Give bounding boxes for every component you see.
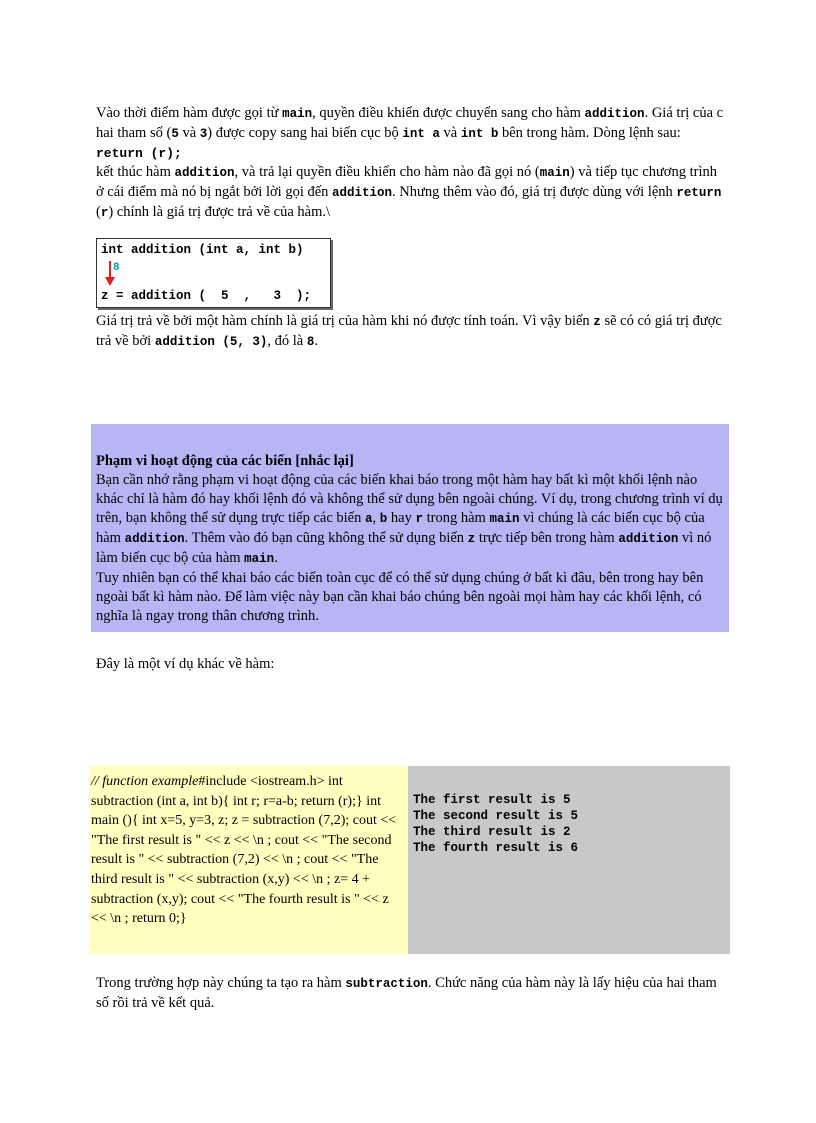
code-addition: addition <box>332 186 393 200</box>
text: Trong trường hợp này chúng ta tạo ra hàm <box>96 975 346 991</box>
code-main: main <box>489 512 520 526</box>
text: , và trả lại quyền điều khiển cho hàm nào đã gọi nó ( <box>234 164 540 180</box>
figure-function-call: z = addition ( 5 , 3 ); <box>101 289 312 303</box>
text: . Thêm vào đó bạn cũng không thể sử dụng biến <box>184 530 468 546</box>
code-subtraction: subtraction <box>345 977 428 991</box>
text: , đó là <box>267 333 307 349</box>
text: và <box>178 125 200 141</box>
note-paragraph-1 <box>96 471 724 569</box>
code-int-a: int a <box>402 127 440 141</box>
example-code-box <box>89 766 408 954</box>
paragraph-function-call <box>96 104 728 223</box>
text: . <box>314 333 318 349</box>
return-value-figure <box>96 238 331 308</box>
text: trong hàm <box>422 510 490 526</box>
code-r: r <box>100 206 109 220</box>
figure-function-signature: int addition (int a, int b) <box>101 243 304 257</box>
code-addition: addition <box>124 532 185 546</box>
text: ) chính là giá trị được trả về của hàm.\ <box>108 204 331 220</box>
paragraph-subtraction <box>96 974 728 1013</box>
code-addition: addition <box>584 107 645 121</box>
text: trực tiếp bên trong hàm <box>475 530 619 546</box>
code-z: z <box>467 532 476 546</box>
text: vì nó làm biến cục bộ của hàm <box>96 530 712 566</box>
text: . Nhưng thêm vào đó, giá trị được dùng với lệnh <box>392 184 677 200</box>
text: Vào thời điểm hàm được gọi từ <box>96 105 283 121</box>
text: ) và tiếp tục chương trình ở cái điểm mà nó bị ngắt bởi lời gọi đến <box>96 164 717 200</box>
return-statement: return (r); <box>96 146 182 161</box>
code-r: r <box>415 512 423 526</box>
code-int-b: int b <box>460 127 499 141</box>
output-line: The fourth result is 6 <box>413 841 579 855</box>
scope-note-box <box>91 424 729 632</box>
figure-return-value: 8 <box>113 262 120 274</box>
text: Bạn cần nhớ rằng phạm vi hoạt động của các biến khai báo trong một hàm hay bất kì một khối lệnh nào khác chỉ là hàm đó hay khối lệnh đó và không thể sử dụng bên ngoài chúng. Ví dụ, trong chương trình ví dụ trên, bạn không thể sử dụng trực tiếp các biến <box>96 472 723 526</box>
code-comment: // function example <box>91 774 199 789</box>
code-main: main <box>539 166 570 180</box>
code-addition-call: addition (5, 3) <box>154 335 268 349</box>
code-addition: addition <box>174 166 235 180</box>
code-body: #include <iostream.h> int subtraction (int a, int b){ int r; r=a-b; return (r);} int main (){ int x=5, y=3, z; z = subtraction (7,2); cout << "The first result is " << z << \n ; cout << "The second result is " << subtraction (7,2) << \n ; cout << "The third result is " << subtraction (x,y) << \n ; z= 4 + subtraction (x,y); cout << "The fourth result is " << z << \n ; return 0;} <box>91 774 397 927</box>
example-output-box <box>408 766 730 954</box>
output-line: The third result is 2 <box>413 825 571 839</box>
example-intro <box>96 655 728 674</box>
text: kết thúc hàm <box>96 164 175 180</box>
text: Giá trị trả về bởi một hàm chính là giá trị của hàm khi nó được tính toán. Vì vậy biến <box>96 313 594 329</box>
code-5: 5 <box>171 127 179 141</box>
text: ( <box>96 204 101 220</box>
output-line: The first result is 5 <box>413 793 571 807</box>
paragraph-return-value <box>96 312 728 352</box>
text: , <box>372 510 380 526</box>
output-line: The second result is 5 <box>413 809 579 823</box>
code-3: 3 <box>199 127 208 141</box>
intro-text: Đây là một ví dụ khác về hàm: <box>96 656 275 672</box>
text: và <box>439 125 461 141</box>
text: ) được copy sang hai biến cục bộ <box>207 125 403 141</box>
text: hay <box>387 510 416 526</box>
note-title: Phạm vi hoạt động của các biến [nhắc lại] <box>96 453 354 469</box>
code-b: b <box>379 512 388 526</box>
code-8: 8 <box>306 335 315 349</box>
text: , quyền điều khiển được chuyển sang cho hàm <box>312 105 585 121</box>
example-code <box>91 772 403 929</box>
note-paragraph-2: Tuy nhiên bạn có thể khai báo các biến toàn cục để có thể sử dụng chúng ở bất kì đâu, bên trong hay bên ngoài bất kì hàm nào. Để làm việc này bạn cần khai báo chúng bên ngoài mọi hàm hay các khối lệnh, có nghĩa là ngay trong thân chương trình. <box>96 570 704 624</box>
code-return: return <box>676 186 722 200</box>
code-main: main <box>244 552 275 566</box>
text: . Giá trị của c hai tham số ( <box>96 105 724 141</box>
code-a: a <box>365 512 373 526</box>
code-addition: addition <box>618 532 679 546</box>
text: . Chức năng của hàm này là lấy hiệu của hai tham số rồi trả về kết quả. <box>96 975 717 1011</box>
text: vì chúng là các biến cục bộ của hàm <box>96 510 705 546</box>
output-lines <box>413 792 578 856</box>
text: sẽ có có giá trị được trả về bởi <box>96 313 722 349</box>
text: . <box>274 550 278 566</box>
code-z: z <box>593 315 601 329</box>
text: bên trong hàm. Dòng lệnh sau: <box>498 125 681 141</box>
code-main: main <box>282 107 313 121</box>
